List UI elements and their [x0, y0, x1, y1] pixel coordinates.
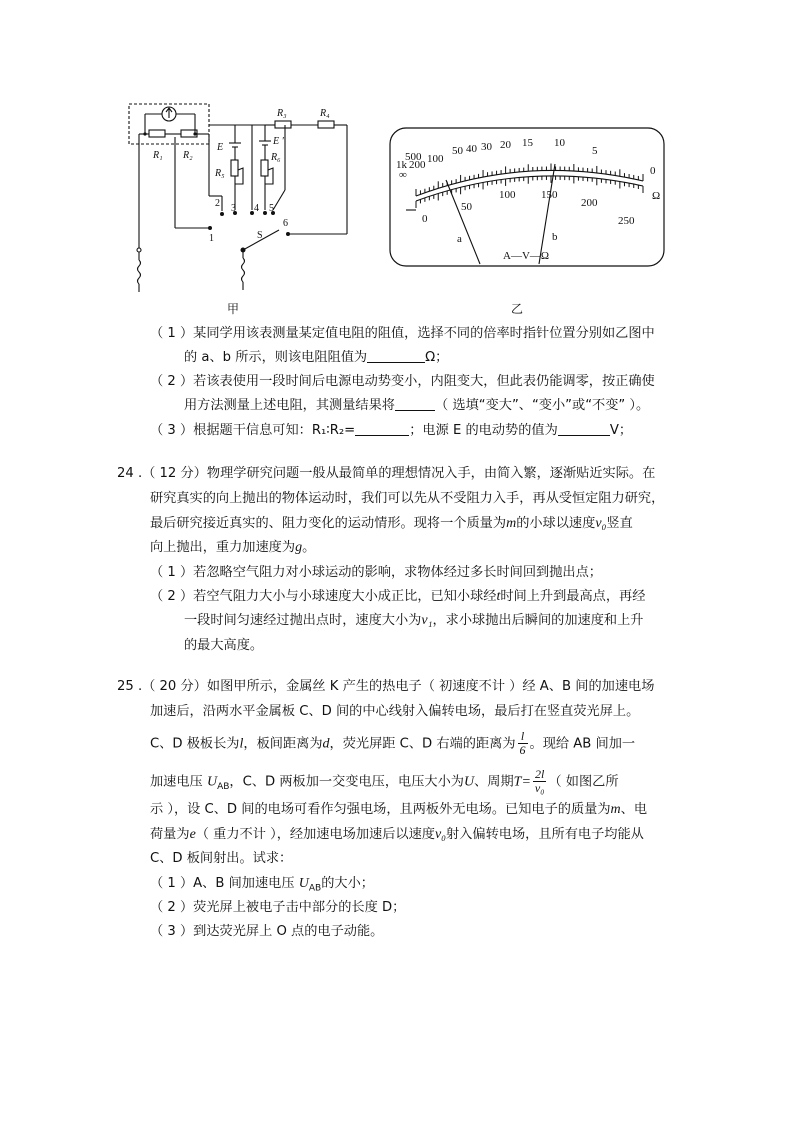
q25-sub3: （ 3 ）到达荧光屏上 O 点的电子动能。: [150, 924, 384, 939]
label-R1: R₁: [153, 150, 163, 161]
ohm-label-15: 15: [522, 137, 533, 149]
ohm-label-200: 200: [409, 159, 426, 171]
answer-blank-ratio[interactable]: [355, 421, 409, 436]
ohm-label-100: 100: [427, 153, 444, 165]
q24-sub2-line2: 一段时间匀速经过抛出点时，速度大小为v₁，求小球抛出后瞬间的加速度和上升: [184, 613, 644, 628]
label-Eprime: E ′: [273, 136, 284, 147]
terminal-5: 5: [269, 203, 274, 214]
label-R4: R₄: [320, 108, 330, 119]
label-R5: R₅: [215, 168, 225, 179]
ohm-label-0: 0: [650, 165, 656, 177]
answer-blank-result-change[interactable]: [395, 396, 435, 411]
circuit-diagram: [125, 98, 360, 298]
q24-line2: 研究真实的向上抛出的物体运动时，我们可以先从不受阻力入手，再从受恒定阻力研究，: [150, 491, 665, 506]
q25-line7: C、D 板间射出。试求：: [150, 851, 293, 866]
q24-sub2-line1: （ 2 ）若空气阻力大小与小球速度大小成正比，已知小球经t时间上升到最高点，再经: [150, 589, 646, 604]
q25-line6: 荷量为e（ 重力不计 ），经加速电场加速后以速度v₀射入偏转电场，且所有电子均能从: [150, 827, 644, 842]
ohm-label-500: 500: [405, 151, 422, 163]
answer-blank-emf[interactable]: [558, 421, 610, 436]
q23-sub3-line: （ 3 ）根据题干信息可知：R₁∶R₂= ；电源 E 的电动势的值为 V；: [150, 423, 633, 438]
q23-sub2-line1: （ 2 ）若该表使用一段时间后电源电动势变小，内阻变大，但此表仍能调零，按正确使: [150, 374, 655, 389]
label-R6: R₆: [271, 152, 281, 163]
q24-line4: 向上抛出，重力加速度为g。: [150, 540, 316, 555]
q24-line3: 最后研究接近真实的、阻力变化的运动情形。现将一个质量为m的小球以速度v₀竖直: [150, 516, 633, 531]
terminal-6: 6: [283, 218, 288, 229]
terminal-4: 4: [254, 203, 259, 214]
lin-label-250: 250: [618, 215, 635, 227]
label-R3: R₃: [277, 108, 287, 119]
q23-sub2-line2: 用方法测量上述电阻，其测量结果将 （ 选填“变大”、“变小”或“不变” ）。: [184, 398, 650, 413]
ohm-label-20: 20: [500, 139, 511, 151]
terminal-2: 2: [215, 198, 220, 209]
meter-dial: [388, 126, 666, 268]
answer-blank-resistance[interactable]: [367, 348, 425, 363]
lin-label-0: 0: [422, 213, 428, 225]
q25-line1: 25 .（ 20 分）如图甲所示，金属丝 K 产生的热电子（ 初速度不计 ）经 A、B 间的加速电场: [117, 679, 655, 694]
ohm-label-40: 40: [466, 143, 477, 155]
q25-line5: 示 ），设 C、D 间的电场可看作匀强电场，且两板外无电场。已知电子的质量为m、电: [150, 802, 648, 817]
label-E: E: [217, 142, 224, 153]
q25-sub1: （ 1 ）A、B 间加速电压 $U_{AB}$的大小；: [150, 876, 374, 894]
ohm-label-30: 30: [481, 141, 492, 153]
q25-line4: 加速电压 $U_{AB}$，C、D 两板加一交变电压，电压大小为U、周期T= $\frac{2l}{\text{v₀}}$ （ 如图乙所: [150, 767, 619, 795]
ohm-unit: Ω: [652, 190, 661, 202]
q25-sub2: （ 2 ）荧光屏上被电子击中部分的长度 D；: [150, 900, 406, 915]
lin-label-50: 50: [461, 201, 472, 213]
figure-caption-yi: 乙: [511, 302, 524, 316]
meter-bottom-label: A—V—Ω: [503, 250, 550, 262]
ohm-label-inf: ∞: [399, 169, 407, 181]
q24-sub2-line3: 的最大高度。: [184, 638, 264, 653]
terminal-3: 3: [231, 203, 236, 214]
lin-label-200: 200: [581, 197, 598, 209]
fraction-l-over-6: $\frac{l}{6}$: [519, 729, 526, 757]
q25-line3: C、D 极板长为l，板间距离为d，荧光屏距 C、D 右端的距离为 $\frac{l}{6}$ 。现给 AB 间加一: [150, 729, 636, 757]
q24-line1: 24 .（ 12 分）物理学研究问题一般从最简单的理想情况入手，由简入繁，逐渐贴近实际。在: [117, 466, 656, 481]
label-S: S: [257, 230, 263, 241]
q25-line2: 加速后，沿两水平金属板 C、D 间的中心线射入偏转电场，最后打在竖直荧光屏上。: [150, 704, 640, 719]
fraction-2l-over-v0: $\frac{2l}{\text{v₀}}$: [534, 767, 545, 795]
ohm-label-50: 50: [452, 145, 463, 157]
ohm-label-1k: 1k: [396, 159, 407, 171]
q23-sub1-line2: 的 a、b 所示，则该电阻阻值为 Ω；: [184, 350, 449, 365]
q23-sub1-line1: （ 1 ）某同学用该表测量某定值电阻的阻值，选择不同的倍率时指针位置分别如乙图中: [150, 326, 655, 341]
pointer-a-label: a: [457, 233, 462, 245]
q24-sub1: （ 1 ）若忽略空气阻力对小球运动的影响，求物体经过多长时间回到抛出点；: [150, 565, 602, 580]
pointer-b-label: b: [552, 231, 558, 243]
ohm-label-10: 10: [554, 137, 565, 149]
ohm-label-5: 5: [592, 145, 598, 157]
lin-label-150: 150: [541, 189, 558, 201]
label-R2: R₂: [183, 150, 193, 161]
figure-caption-jia: 甲: [227, 302, 240, 316]
terminal-1: 1: [209, 233, 214, 244]
lin-label-100: 100: [499, 189, 516, 201]
